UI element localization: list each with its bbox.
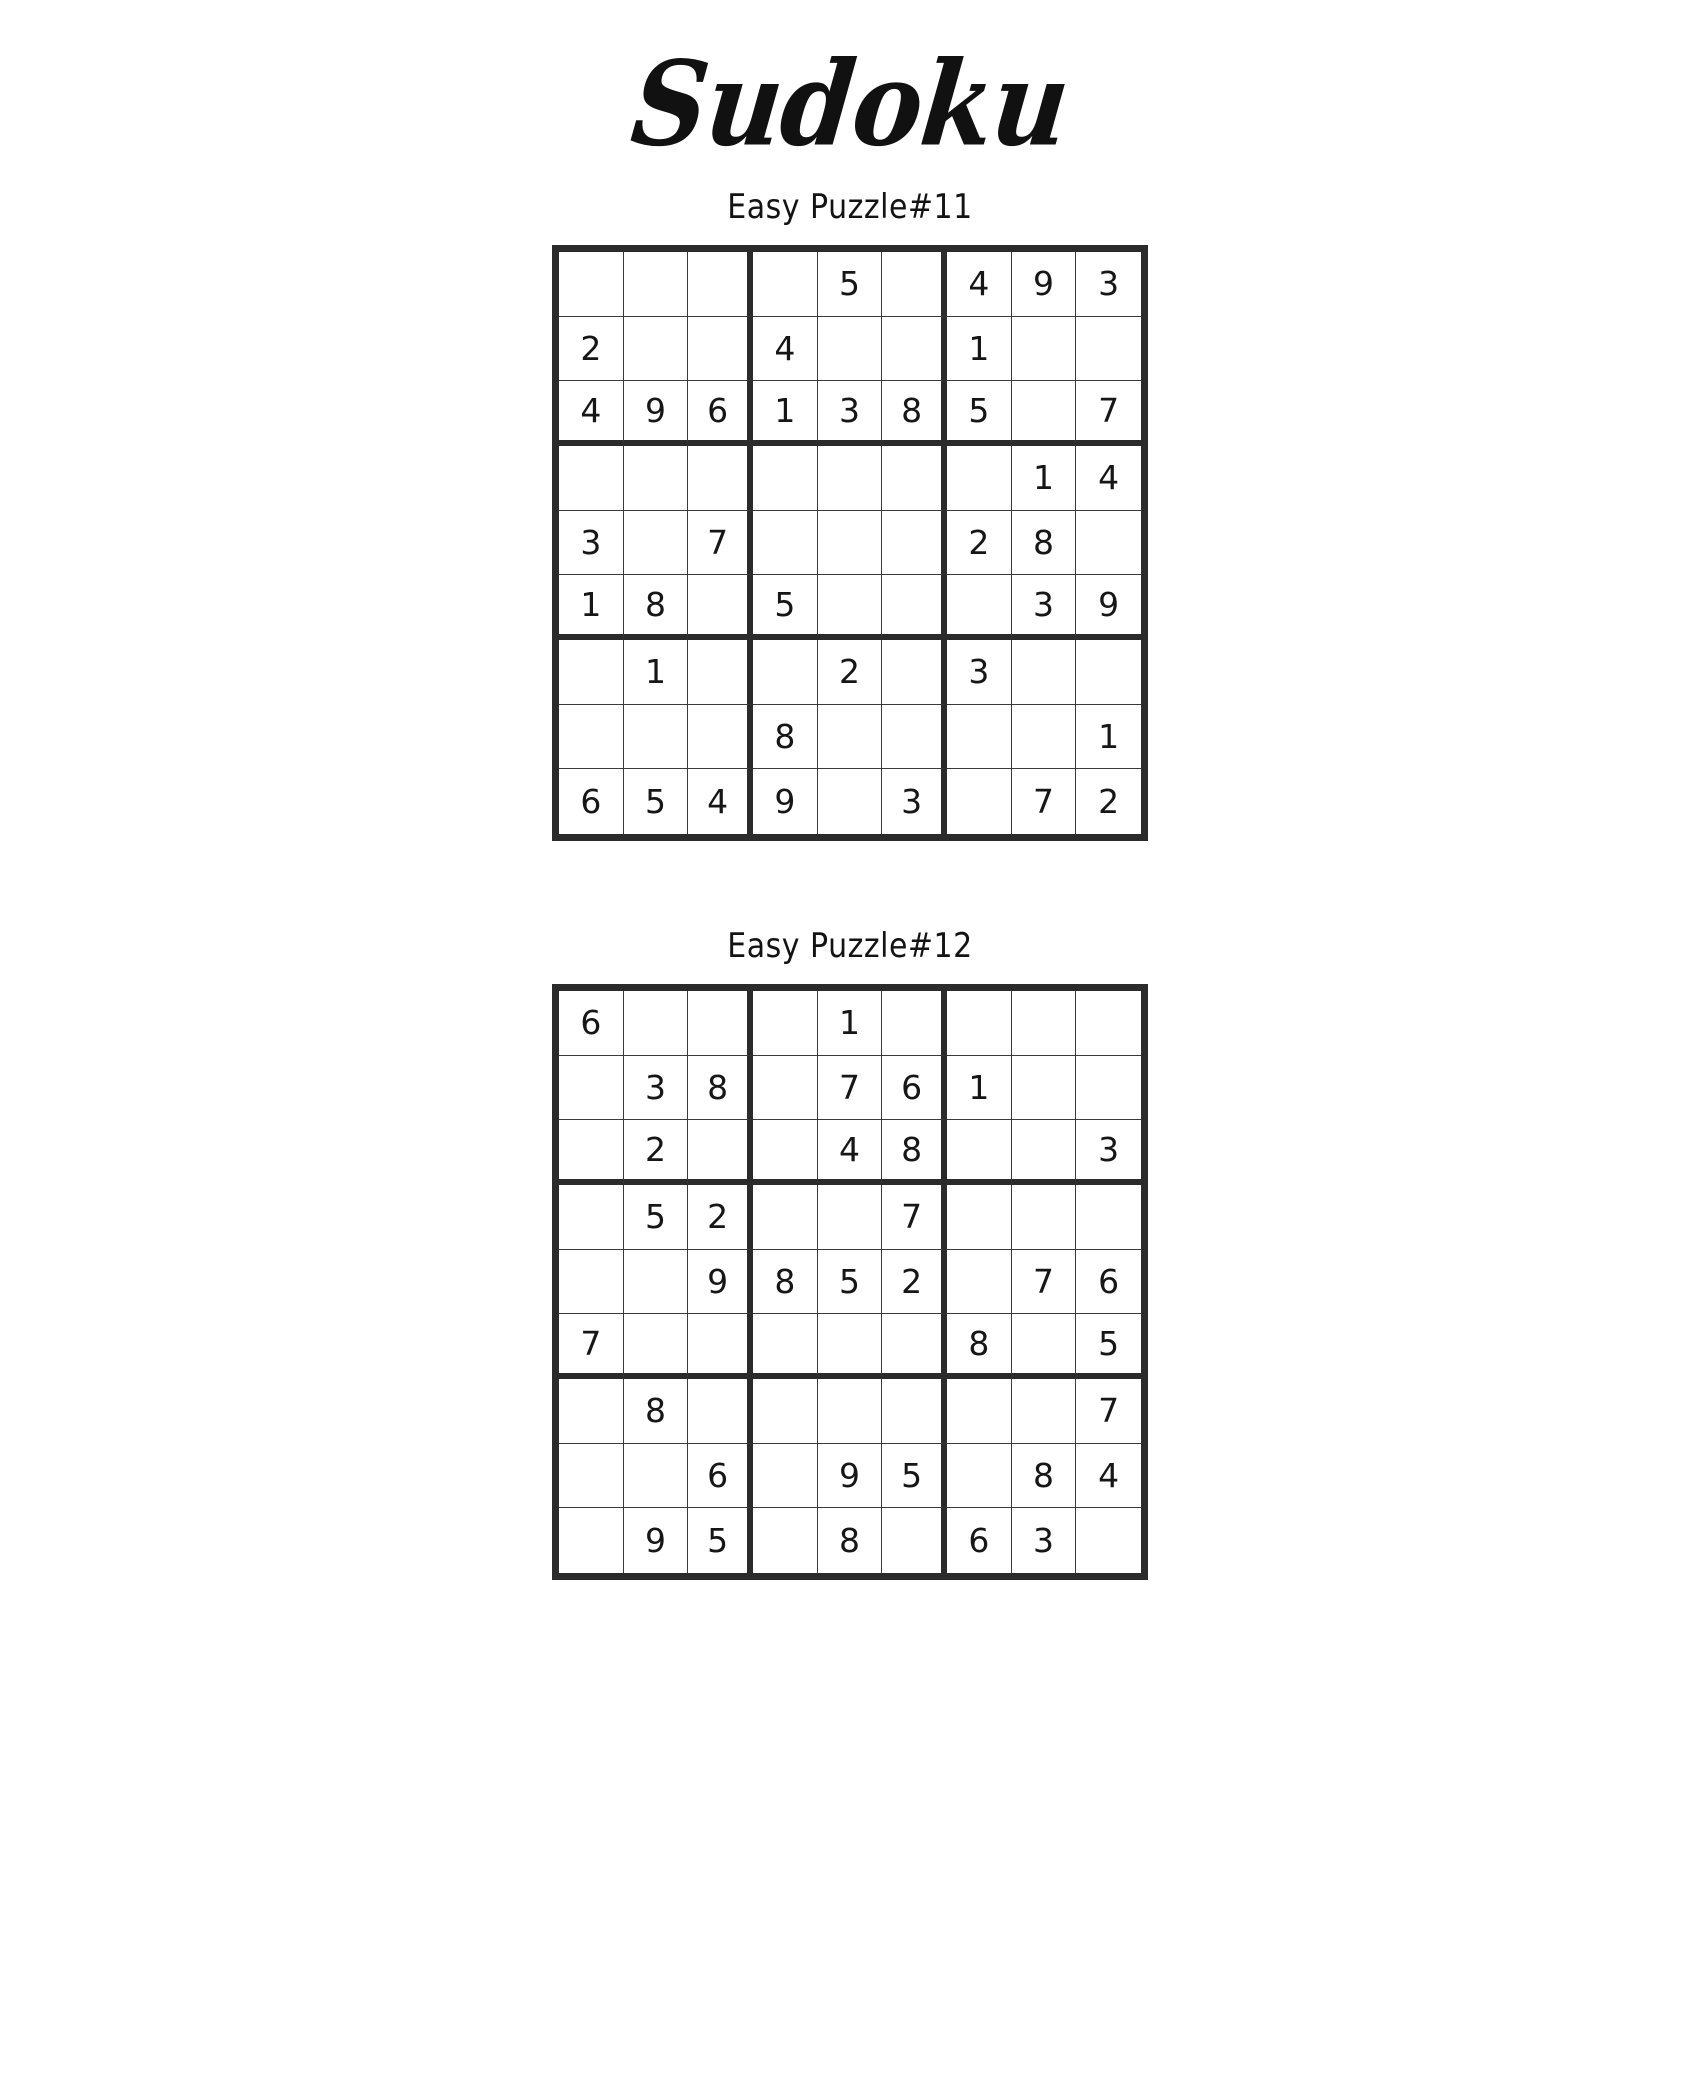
sudoku-cell[interactable]: 1 [559,575,624,640]
sudoku-cell[interactable] [1076,640,1141,705]
sudoku-cell[interactable] [1076,991,1141,1056]
sudoku-cell[interactable]: 4 [688,769,753,834]
sudoku-cell[interactable] [688,317,753,382]
sudoku-cell[interactable] [624,317,689,382]
sudoku-cell[interactable] [624,705,689,770]
sudoku-cell[interactable] [818,317,883,382]
sudoku-cell[interactable]: 9 [818,1444,883,1509]
sudoku-cell[interactable] [688,446,753,511]
sudoku-cell[interactable] [1012,317,1077,382]
sudoku-cell[interactable] [947,769,1012,834]
puzzle-2-caption: Easy Puzzle#12 [727,926,973,967]
sudoku-cell[interactable]: 1 [753,381,818,446]
sudoku-cell[interactable]: 8 [882,381,947,446]
sudoku-cell[interactable] [559,1508,624,1573]
sudoku-cell[interactable] [753,252,818,317]
sudoku-cell[interactable] [947,575,1012,640]
sudoku-cell[interactable] [559,705,624,770]
sudoku-cell[interactable] [947,1379,1012,1444]
sudoku-cell[interactable] [882,317,947,382]
sudoku-cell[interactable]: 8 [624,1379,689,1444]
sudoku-cell[interactable]: 7 [882,1185,947,1250]
sudoku-cell[interactable]: 5 [818,1250,883,1315]
sudoku-cell[interactable] [688,575,753,640]
sudoku-cell[interactable] [559,640,624,705]
sudoku-cell[interactable] [818,705,883,770]
sudoku-cell[interactable]: 3 [1076,252,1141,317]
sudoku-cell[interactable]: 3 [559,511,624,576]
sudoku-cell[interactable]: 7 [818,1056,883,1121]
sudoku-cell[interactable]: 5 [1076,1314,1141,1379]
sudoku-cell[interactable]: 9 [624,381,689,446]
sudoku-cell[interactable] [559,1056,624,1121]
sudoku-cell[interactable] [882,252,947,317]
sudoku-cell[interactable]: 1 [1012,446,1077,511]
sudoku-cell[interactable] [882,705,947,770]
sudoku-cell[interactable]: 4 [559,381,624,446]
sudoku-cell[interactable]: 4 [753,317,818,382]
puzzle-block-2 [552,926,1148,1580]
sudoku-cell[interactable] [947,1444,1012,1509]
sudoku-cell[interactable] [1012,1185,1077,1250]
sudoku-cell[interactable]: 3 [1076,1120,1141,1185]
sudoku-cell[interactable] [818,1314,883,1379]
sudoku-cell[interactable] [818,1379,883,1444]
sudoku-cell[interactable] [1012,705,1077,770]
sudoku-cell[interactable]: 6 [559,991,624,1056]
sudoku-cell[interactable] [559,446,624,511]
sudoku-cell[interactable] [947,1185,1012,1250]
sudoku-cell[interactable] [753,1314,818,1379]
sudoku-cell[interactable] [624,252,689,317]
sudoku-cell[interactable] [882,1314,947,1379]
sudoku-cell[interactable]: 3 [1012,1508,1077,1573]
sudoku-cell[interactable] [1076,317,1141,382]
sudoku-cell[interactable] [882,991,947,1056]
sudoku-cell[interactable] [753,1444,818,1509]
sudoku-grid-2[interactable] [552,984,1148,1580]
sudoku-cell[interactable] [559,1120,624,1185]
sudoku-cell[interactable] [947,1120,1012,1185]
sudoku-cell[interactable]: 6 [688,1444,753,1509]
sudoku-cell[interactable]: 4 [818,1120,883,1185]
sudoku-cell[interactable] [624,446,689,511]
sudoku-cell[interactable] [1012,1379,1077,1444]
sudoku-cell[interactable] [688,1379,753,1444]
sudoku-cell[interactable]: 5 [624,769,689,834]
sudoku-cell[interactable]: 8 [753,1250,818,1315]
sudoku-cell[interactable] [882,446,947,511]
sudoku-cell[interactable] [1012,381,1077,446]
sudoku-cell[interactable]: 5 [947,381,1012,446]
sudoku-cell[interactable] [559,1250,624,1315]
sudoku-cell[interactable]: 1 [947,317,1012,382]
sudoku-cell[interactable]: 3 [624,1056,689,1121]
sudoku-cell[interactable]: 7 [559,1314,624,1379]
sudoku-cell[interactable]: 8 [882,1120,947,1185]
sudoku-cell[interactable]: 8 [688,1056,753,1121]
sudoku-cell[interactable] [559,1185,624,1250]
sudoku-cell[interactable]: 6 [1076,1250,1141,1315]
sudoku-cell[interactable]: 3 [882,769,947,834]
sudoku-cell[interactable]: 2 [624,1120,689,1185]
sudoku-cell[interactable]: 8 [818,1508,883,1573]
sudoku-cell[interactable]: 3 [1012,575,1077,640]
sudoku-cell[interactable] [1012,1056,1077,1121]
sudoku-cell[interactable]: 4 [947,252,1012,317]
sudoku-cell[interactable] [559,252,624,317]
sudoku-cell[interactable] [624,991,689,1056]
sudoku-cell[interactable]: 9 [1076,575,1141,640]
sudoku-cell[interactable]: 8 [947,1314,1012,1379]
sudoku-cell[interactable]: 3 [947,640,1012,705]
sudoku-cell[interactable]: 2 [688,1185,753,1250]
sudoku-cell[interactable]: 7 [1012,1250,1077,1315]
sudoku-cell[interactable] [947,1250,1012,1315]
puzzle-1-caption: Easy Puzzle#11 [727,187,973,228]
sudoku-cell[interactable]: 1 [818,991,883,1056]
sudoku-cell[interactable]: 3 [818,381,883,446]
sudoku-cell[interactable]: 9 [1012,252,1077,317]
sudoku-cell[interactable]: 7 [1012,769,1077,834]
sudoku-cell[interactable] [688,1314,753,1379]
sudoku-cell[interactable]: 7 [1076,381,1141,446]
sudoku-cell[interactable] [559,1444,624,1509]
sudoku-cell[interactable]: 1 [624,640,689,705]
sudoku-grid-1[interactable] [552,245,1148,841]
sudoku-cell[interactable]: 6 [882,1056,947,1121]
sudoku-cell[interactable]: 5 [753,575,818,640]
sudoku-cell[interactable]: 2 [1076,769,1141,834]
sudoku-cell[interactable]: 5 [688,1508,753,1573]
sudoku-cell[interactable] [818,446,883,511]
sudoku-cell[interactable]: 8 [753,705,818,770]
sudoku-cell[interactable] [818,511,883,576]
sudoku-cell[interactable]: 9 [688,1250,753,1315]
sudoku-cell[interactable]: 5 [624,1185,689,1250]
sudoku-cell[interactable] [688,1120,753,1185]
sudoku-cell[interactable] [753,1379,818,1444]
sudoku-cell[interactable] [818,769,883,834]
sudoku-cell[interactable] [688,991,753,1056]
sudoku-cell[interactable] [1012,640,1077,705]
sudoku-cell[interactable]: 2 [947,511,1012,576]
sudoku-cell[interactable] [1012,1120,1077,1185]
sudoku-cell[interactable]: 4 [1076,1444,1141,1509]
sudoku-cell[interactable]: 8 [624,575,689,640]
sudoku-cell[interactable] [882,1379,947,1444]
sudoku-cell[interactable]: 1 [947,1056,1012,1121]
sudoku-cell[interactable] [753,640,818,705]
sudoku-cell[interactable] [753,1120,818,1185]
sudoku-cell[interactable] [624,511,689,576]
sudoku-cell[interactable] [947,991,1012,1056]
sudoku-cell[interactable]: 1 [1076,705,1141,770]
sudoku-cell[interactable]: 5 [882,1444,947,1509]
sudoku-cell[interactable]: 2 [559,317,624,382]
sudoku-cell[interactable] [1076,1508,1141,1573]
sudoku-cell[interactable]: 8 [1012,511,1077,576]
sudoku-cell[interactable]: 6 [688,381,753,446]
sudoku-cell[interactable]: 9 [753,769,818,834]
sudoku-cell[interactable]: 7 [688,511,753,576]
sudoku-cell[interactable] [1076,1056,1141,1121]
sudoku-cell[interactable]: 9 [624,1508,689,1573]
sudoku-cell[interactable]: 4 [1076,446,1141,511]
sudoku-cell[interactable]: 6 [947,1508,1012,1573]
sudoku-cell[interactable]: 2 [882,1250,947,1315]
sudoku-cell[interactable] [624,1444,689,1509]
sudoku-cell[interactable] [753,511,818,576]
sudoku-cell[interactable]: 5 [818,252,883,317]
sudoku-cell[interactable]: 8 [1012,1444,1077,1509]
sudoku-cell[interactable] [882,511,947,576]
sudoku-cell[interactable] [753,446,818,511]
sudoku-cell[interactable] [624,1250,689,1315]
sudoku-cell[interactable] [818,575,883,640]
sudoku-cell[interactable] [947,705,1012,770]
sudoku-cell[interactable] [1012,991,1077,1056]
sudoku-cell[interactable] [818,1185,883,1250]
sudoku-cell[interactable] [688,705,753,770]
sudoku-cell[interactable] [753,1508,818,1573]
sudoku-cell[interactable] [753,1185,818,1250]
sudoku-cell[interactable] [688,640,753,705]
sudoku-cell[interactable] [1012,1314,1077,1379]
sudoku-cell[interactable] [624,1314,689,1379]
page-title: Sudoku [625,34,1075,173]
sudoku-cell[interactable] [1076,1185,1141,1250]
sudoku-cell[interactable] [753,991,818,1056]
sudoku-cell[interactable]: 2 [818,640,883,705]
sudoku-cell[interactable] [559,1379,624,1444]
sudoku-cell[interactable] [688,252,753,317]
sudoku-cell[interactable]: 6 [559,769,624,834]
sudoku-cell[interactable] [882,1508,947,1573]
sudoku-cell[interactable] [753,1056,818,1121]
sudoku-cell[interactable] [1076,511,1141,576]
puzzle-block-1 [552,187,1148,841]
sudoku-cell[interactable] [882,640,947,705]
sudoku-cell[interactable] [882,575,947,640]
sudoku-cell[interactable] [947,446,1012,511]
sudoku-cell[interactable]: 7 [1076,1379,1141,1444]
